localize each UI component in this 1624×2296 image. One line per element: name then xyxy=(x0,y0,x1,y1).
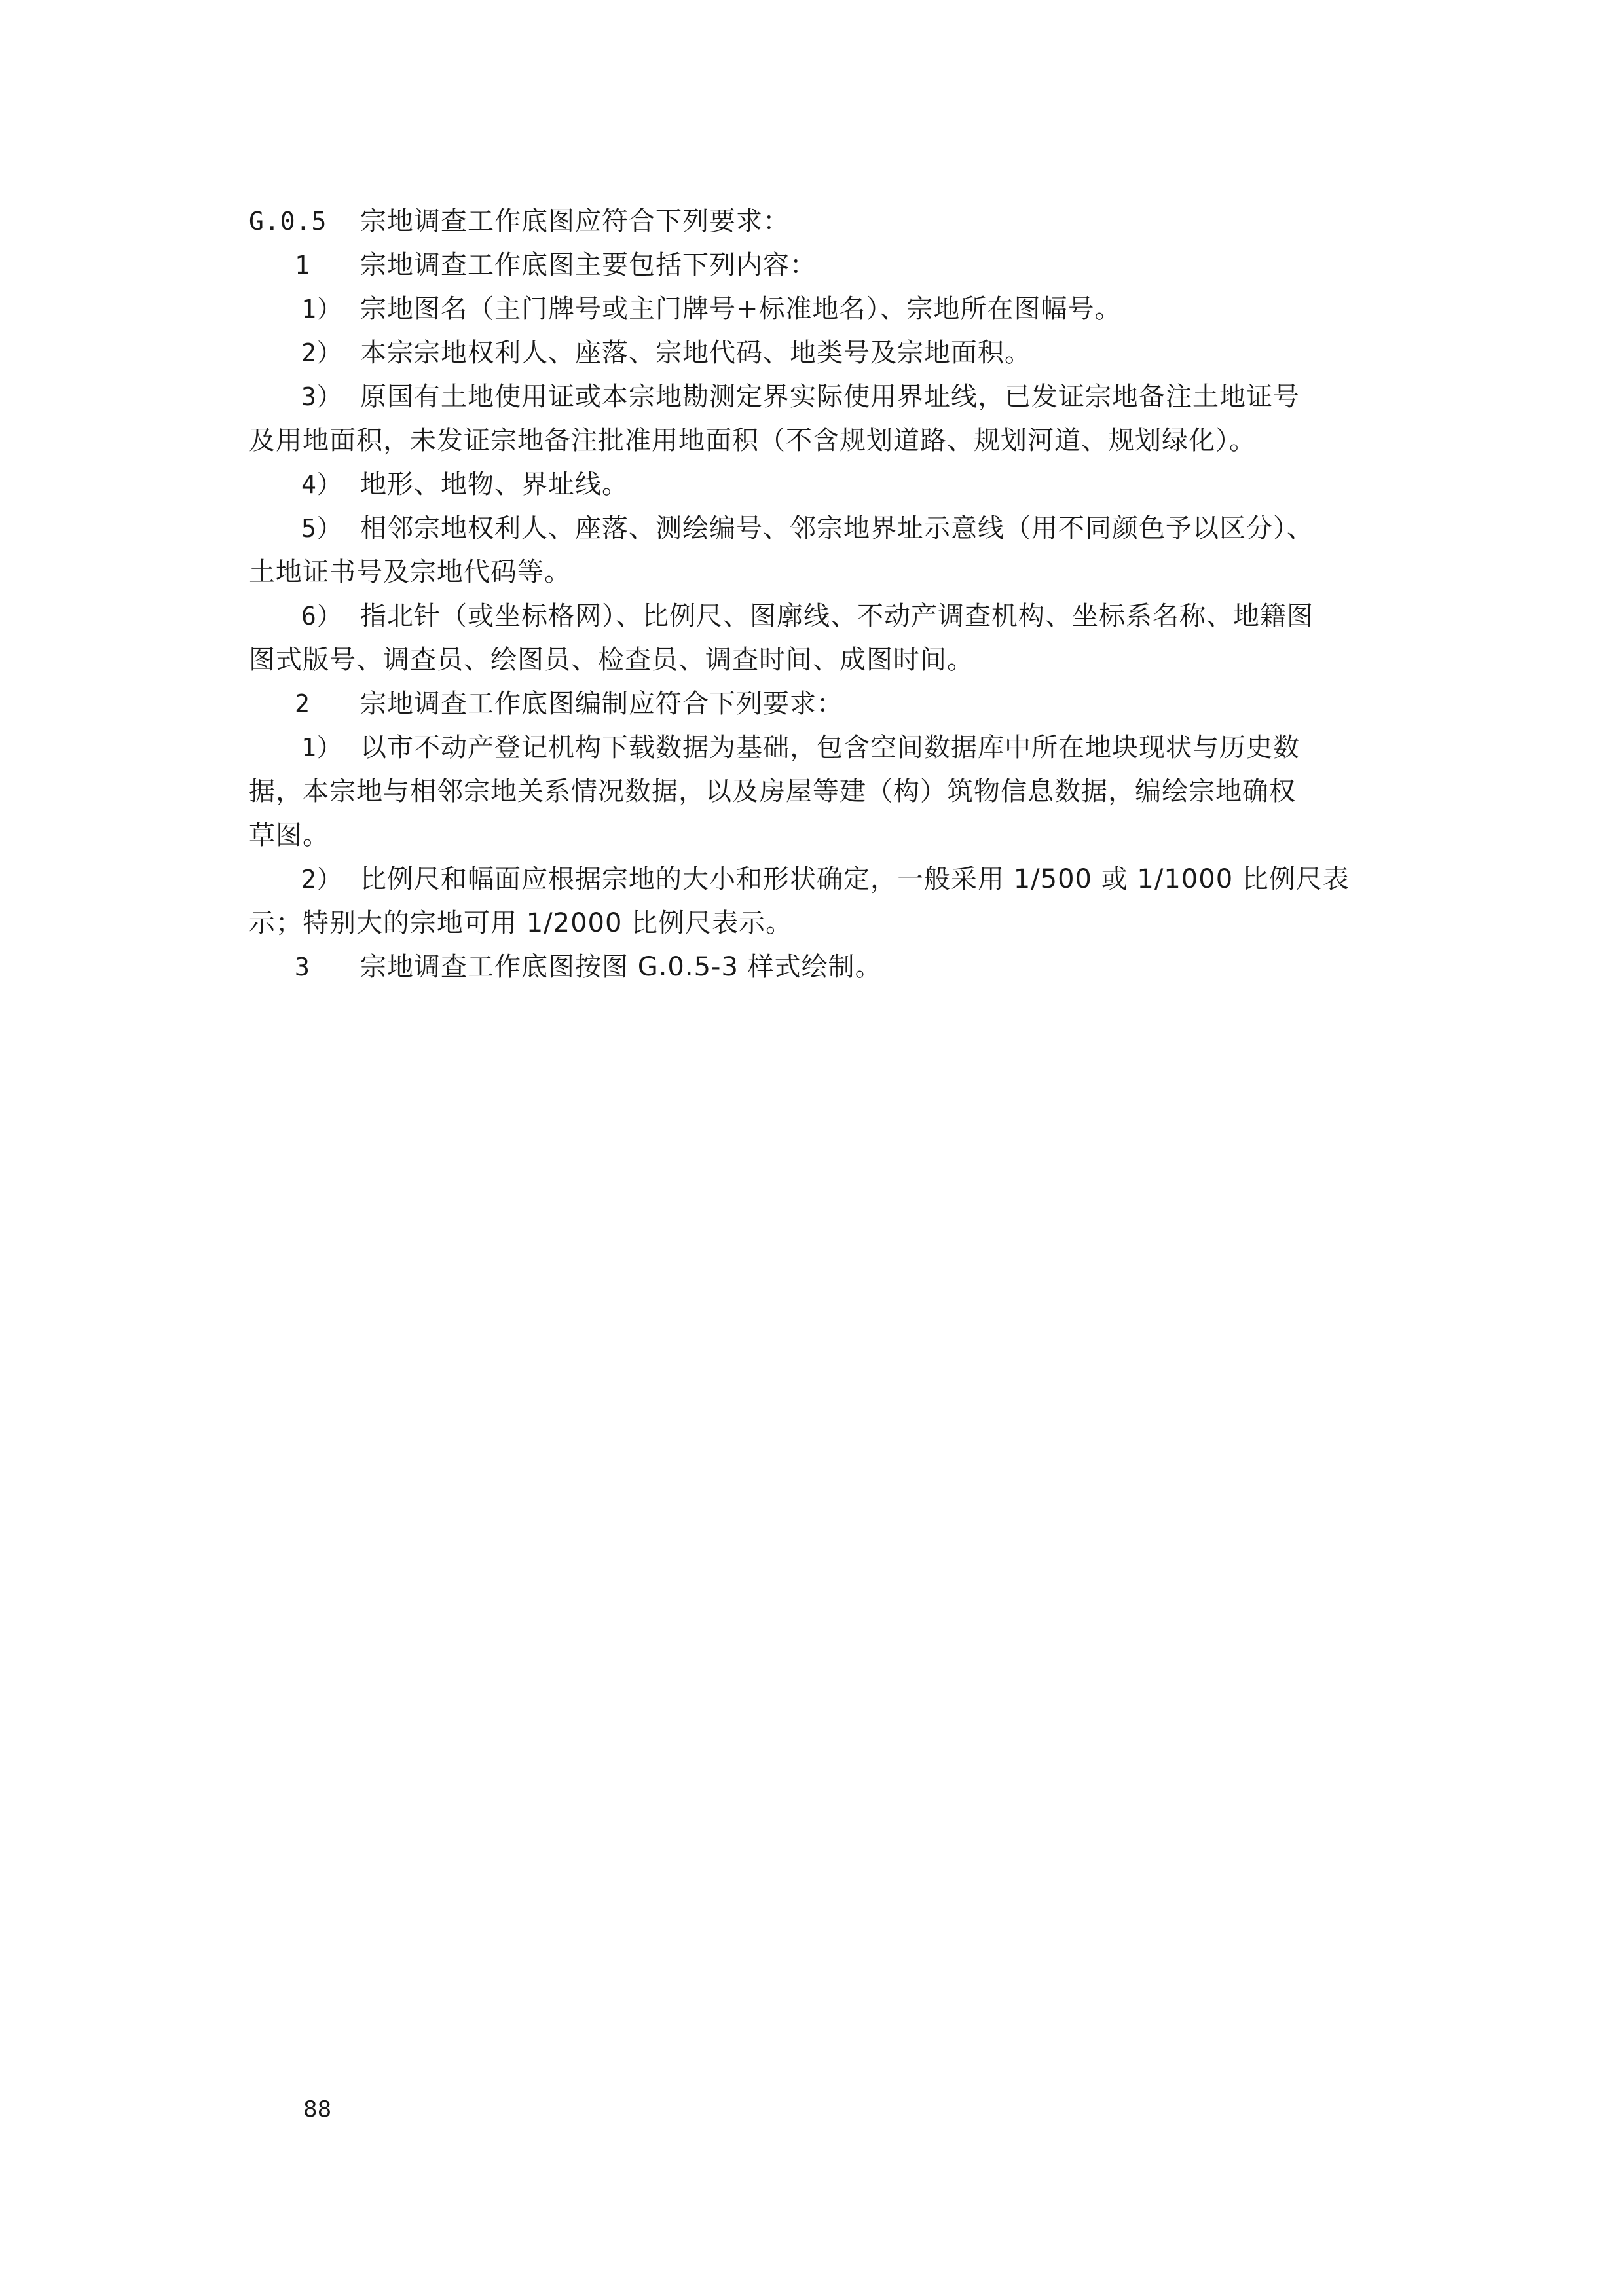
sub-number: 1） xyxy=(301,295,342,323)
sub-text-continuation: 据，本宗地与相邻宗地关系情况数据，以及房屋等建（构）筑物信息数据，编绘宗地确权 xyxy=(249,776,1296,807)
item-2-number: 2 xyxy=(295,689,310,718)
sub-text-line: 比例尺和幅面应根据宗地的大小和形状确定，一般采用 1/500 或 1/1000 比例尺表 xyxy=(360,864,1350,894)
item-1-text: 宗地调查工作底图主要包括下列内容： xyxy=(360,250,817,280)
item-3-number: 3 xyxy=(295,953,310,981)
item-1-sub-6 xyxy=(249,594,1378,682)
item-1-sub-1 xyxy=(249,287,1378,331)
sub-text-line: 相邻宗地权利人、座落、测绘编号、邻宗地界址示意线（用不同颜色予以区分）、 xyxy=(360,513,1314,543)
sub-text-line: 原国有土地使用证或本宗地勘测定界实际使用界址线，已发证宗地备注土地证号 xyxy=(360,382,1300,412)
item-1-number: 1 xyxy=(295,251,310,280)
sub-text-line: 本宗宗地权利人、座落、宗地代码、地类号及宗地面积。 xyxy=(360,338,1031,368)
page-number: 88 xyxy=(303,2096,332,2123)
item-2-sub-1 xyxy=(249,726,1378,858)
item-1-sub-4 xyxy=(249,463,1378,507)
item-1 xyxy=(249,244,1378,287)
sub-number: 2） xyxy=(301,865,342,894)
sub-text-continuation: 图式版号、调查员、绘图员、检查员、调查时间、成图时间。 xyxy=(249,645,974,675)
sub-number: 5） xyxy=(301,514,342,543)
sub-text-line: 地形、地物、界址线。 xyxy=(360,469,629,500)
sub-text-continuation: 草图。 xyxy=(249,820,329,850)
sub-text-line: 指北针（或坐标格网）、比例尺、图廓线、不动产调查机构、坐标系名称、地籍图 xyxy=(360,601,1314,631)
item-1-sub-3 xyxy=(249,375,1378,463)
item-1-sub-2 xyxy=(249,331,1378,375)
item-1-sub-5 xyxy=(249,507,1378,594)
item-2-text: 宗地调查工作底图编制应符合下列要求： xyxy=(360,689,843,719)
item-2-sub-2 xyxy=(249,858,1378,945)
sub-number: 4） xyxy=(301,470,342,499)
sub-text-line: 以市不动产登记机构下载数据为基础，包含空间数据库中所在地块现状与历史数 xyxy=(360,733,1300,763)
item-2 xyxy=(249,682,1378,726)
item-3 xyxy=(249,945,1378,989)
item-3-text: 宗地调查工作底图按图 G.0.5-3 样式绘制。 xyxy=(360,952,882,982)
sub-number: 3） xyxy=(301,382,342,411)
clause-number: G.0.5 xyxy=(249,207,327,236)
sub-text-continuation: 及用地面积，未发证宗地备注批准用地面积（不含规划道路、规划河道、规划绿化）。 xyxy=(249,426,1256,456)
clause-heading xyxy=(249,200,1378,244)
sub-number: 1） xyxy=(301,733,342,762)
clause-title: 宗地调查工作底图应符合下列要求： xyxy=(360,206,790,236)
sub-number: 2） xyxy=(301,338,342,367)
sub-text-continuation: 示；特别大的宗地可用 1/2000 比例尺表示。 xyxy=(249,908,793,938)
sub-number: 6） xyxy=(301,602,342,630)
sub-text-line: 宗地图名（主门牌号或主门牌号+标准地名）、宗地所在图幅号。 xyxy=(360,294,1122,324)
sub-text-continuation: 土地证书号及宗地代码等。 xyxy=(249,557,571,587)
clause-content xyxy=(249,200,1378,989)
